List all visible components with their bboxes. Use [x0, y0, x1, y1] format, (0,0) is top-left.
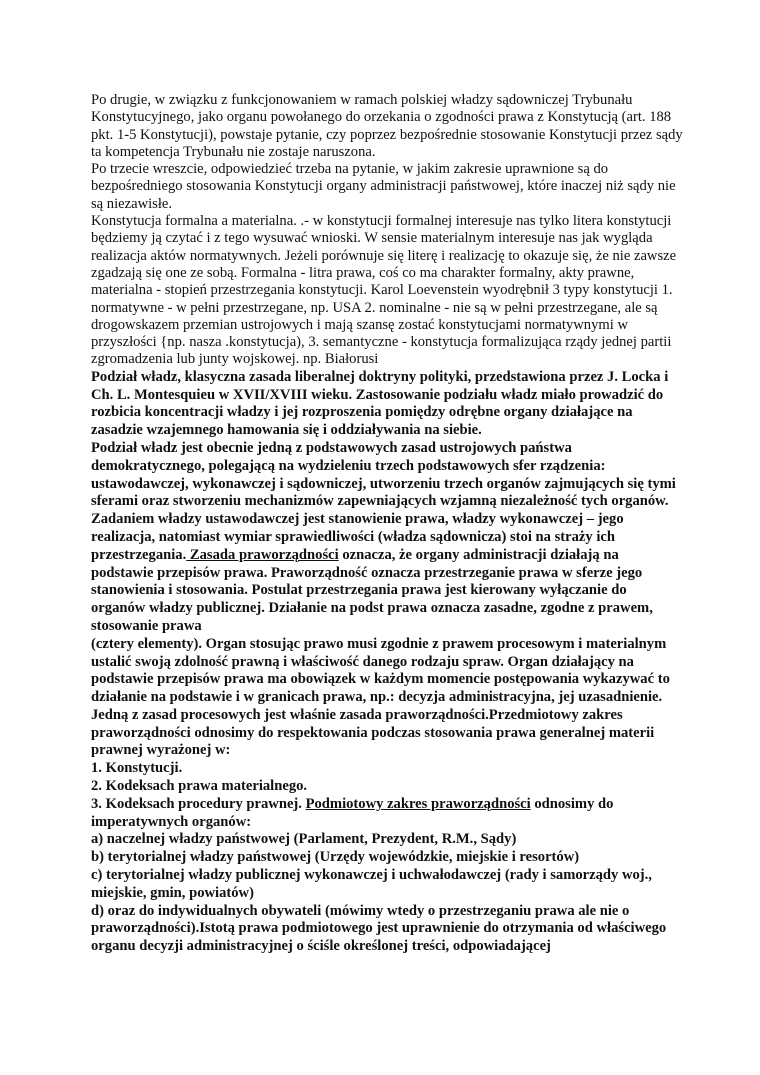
paragraph-konstytucja-formalna: Konstytucja formalna a materialna. .- w konstytucji formalnej interesuje nas tylko litera konstytucji będziemy ją czytać i z tego wysuwać wnioski. W sensie materialnym interesuje nas jak wygląda realizacja aktów normatywnych. Jeżeli porównuje się literę i realizację to okazuje się, że nie zawsze zgadzają się one ze sobą. Formalna - litra prawa, coś co ma charakter formalny, akty prawne, materialna - stopień przestrzegania konstytucji. Karol Loevenstein wyodrębnił 3 typy konstytucji 1. normatywne - w pełni przestrzegane, np. USA 2. nominalne - nie są w pełni przestrzegane, ale są drogowskazem przemian ustrojowych i mają szansę zostać konstytucjami normatywnymi w przyszłości {np. nasza .konstytucja), 3. semantyczne - konstytucja formalizująca rządy jednej partii zgromadzenia lub junty wojskowej. np. Białorusi: [91, 213, 677, 368]
document-page: [91, 92, 683, 956]
list-item-a: a) naczelnej władzy państwowej (Parlament, Prezydent, R.M., Sądy): [91, 831, 517, 848]
list-item-d: d) oraz do indywidualnych obywateli (mówimy wtedy o przestrzeganiu prawa ale nie o praworządności).Istotą prawa podmiotowego jest uprawnienie do otrzymania od właściwego organu decyzji administracyjnej o ściśle określonej treści, odpowiadającej: [91, 902, 667, 955]
text-segment: oznacza, że organy administracji działają na podstawie przepisów prawa. Praworządność oznacza przestrzeganie prawa w sferze jego stanowienia i stosowania. Postulat przestrzegania prawa jest kierowany wyłączanie do organów władzy publicznej. Działanie na podst prawa oznacza zasadne, zgodne z prawem, stosowanie prawa: [91, 546, 653, 634]
paragraph-podzial-obecnie: [91, 440, 683, 636]
list-item-kodeksy-procedury: [91, 796, 683, 832]
paragraph-administracja: Po trzecie wreszcie, odpowiedzieć trzeba na pytanie, w jakim zakresie uprawnione są do bezpośredniego stosowania Konstytucji organy administracji państwowej, które inaczej niż sądy nie są niezawisłe.: [91, 161, 676, 212]
list-item-konstytucji: 1. Konstytucji.: [91, 760, 183, 777]
paragraph-cztery-elementy: (cztery elementy). Organ stosując prawo musi zgodnie z prawem procesowym i materialnym ustalić swoją zdolność prawną i właściwość danego rodzaju spraw. Organ działający na podstawie przepisów prawa ma obowiązek w każdym momencie postępowania wykazywać to działanie na podstawie i w granicach prawa, np.: decyzja administracyjna, jej uzasadnienie. Jedną z zasad procesowych jest właśnie zasada praworządności.Przedmiotowy zakres praworządności odnosimy do respektowania podczas stosowania prawa generalnej materii prawnej wyrażonej w:: [91, 635, 670, 759]
paragraph-podzial-wladz: Podział władz, klasyczna zasada liberalnej doktryny polityki, przedstawiona przez J. Locka i Ch. L. Montesquieu w XVII/XVIII wieku. Zastosowanie podziału władz miało prowadzić do rozbicia koncentracji władzy i jej rozproszenia pomiędzy odrębne organy działające na zasadzie wzajemnego hamowania się i oddziaływania na siebie.: [91, 368, 669, 439]
list-item-b: b) terytorialnej władzy państwowej (Urzędy wojewódzkie, miejskie i resortów): [91, 849, 580, 866]
list-item-kodeksy-materialne: 2. Kodeksach prawa materialnego.: [91, 778, 308, 795]
paragraph-trybunal: Po drugie, w związku z funkcjonowaniem w ramach polskiej władzy sądowniczej Trybunału Konstytucyjnego, jako organu powołanego do orzekania o zgodności prawa z Konstytucją (art. 188 pkt. 1-5 Konstytucji), powstaje pytanie, czy poprzez bezpośrednie stosowanie Konstytucji przez sądy ta kompetencja Trybunału nie zostaje naruszona.: [91, 92, 683, 160]
list-item-c: c) terytorialnej władzy publicznej wykonawczej i uchwałodawczej (rady i samorządy woj., miejskie, gmin, powiatów): [91, 867, 652, 901]
text-segment: 3. Kodeksach procedury prawnej.: [91, 795, 306, 812]
underlined-term-podmiotowy-zakres: Podmiotowy zakres praworządności: [305, 795, 531, 812]
text-segment: Podział władz jest obecnie jedną z podstawowych zasad ustrojowych państwa demokratycznego, polegającą na wydzieleniu trzech podstawowych sfer rządzenia: ustawodawczej, wykonawczej i sądowniczej, utworzeniu trzech organów zajmujących się tymi sferami oraz stworzeniu mechanizmów zapewniających wzjamną niezależność tych organów. Zadaniem władzy ustawodawczej jest stanowienie prawa, władzy wykonawczej – jego realizacja, natomiast wymiar sprawiedliwości (władza sądownicza) stoi na straży ich przestrzegania.: [91, 439, 676, 563]
text-segment: odnosimy do imperatywnych organów:: [91, 795, 614, 830]
underlined-term-praworzadnosc: Zasada praworządności: [186, 546, 339, 563]
